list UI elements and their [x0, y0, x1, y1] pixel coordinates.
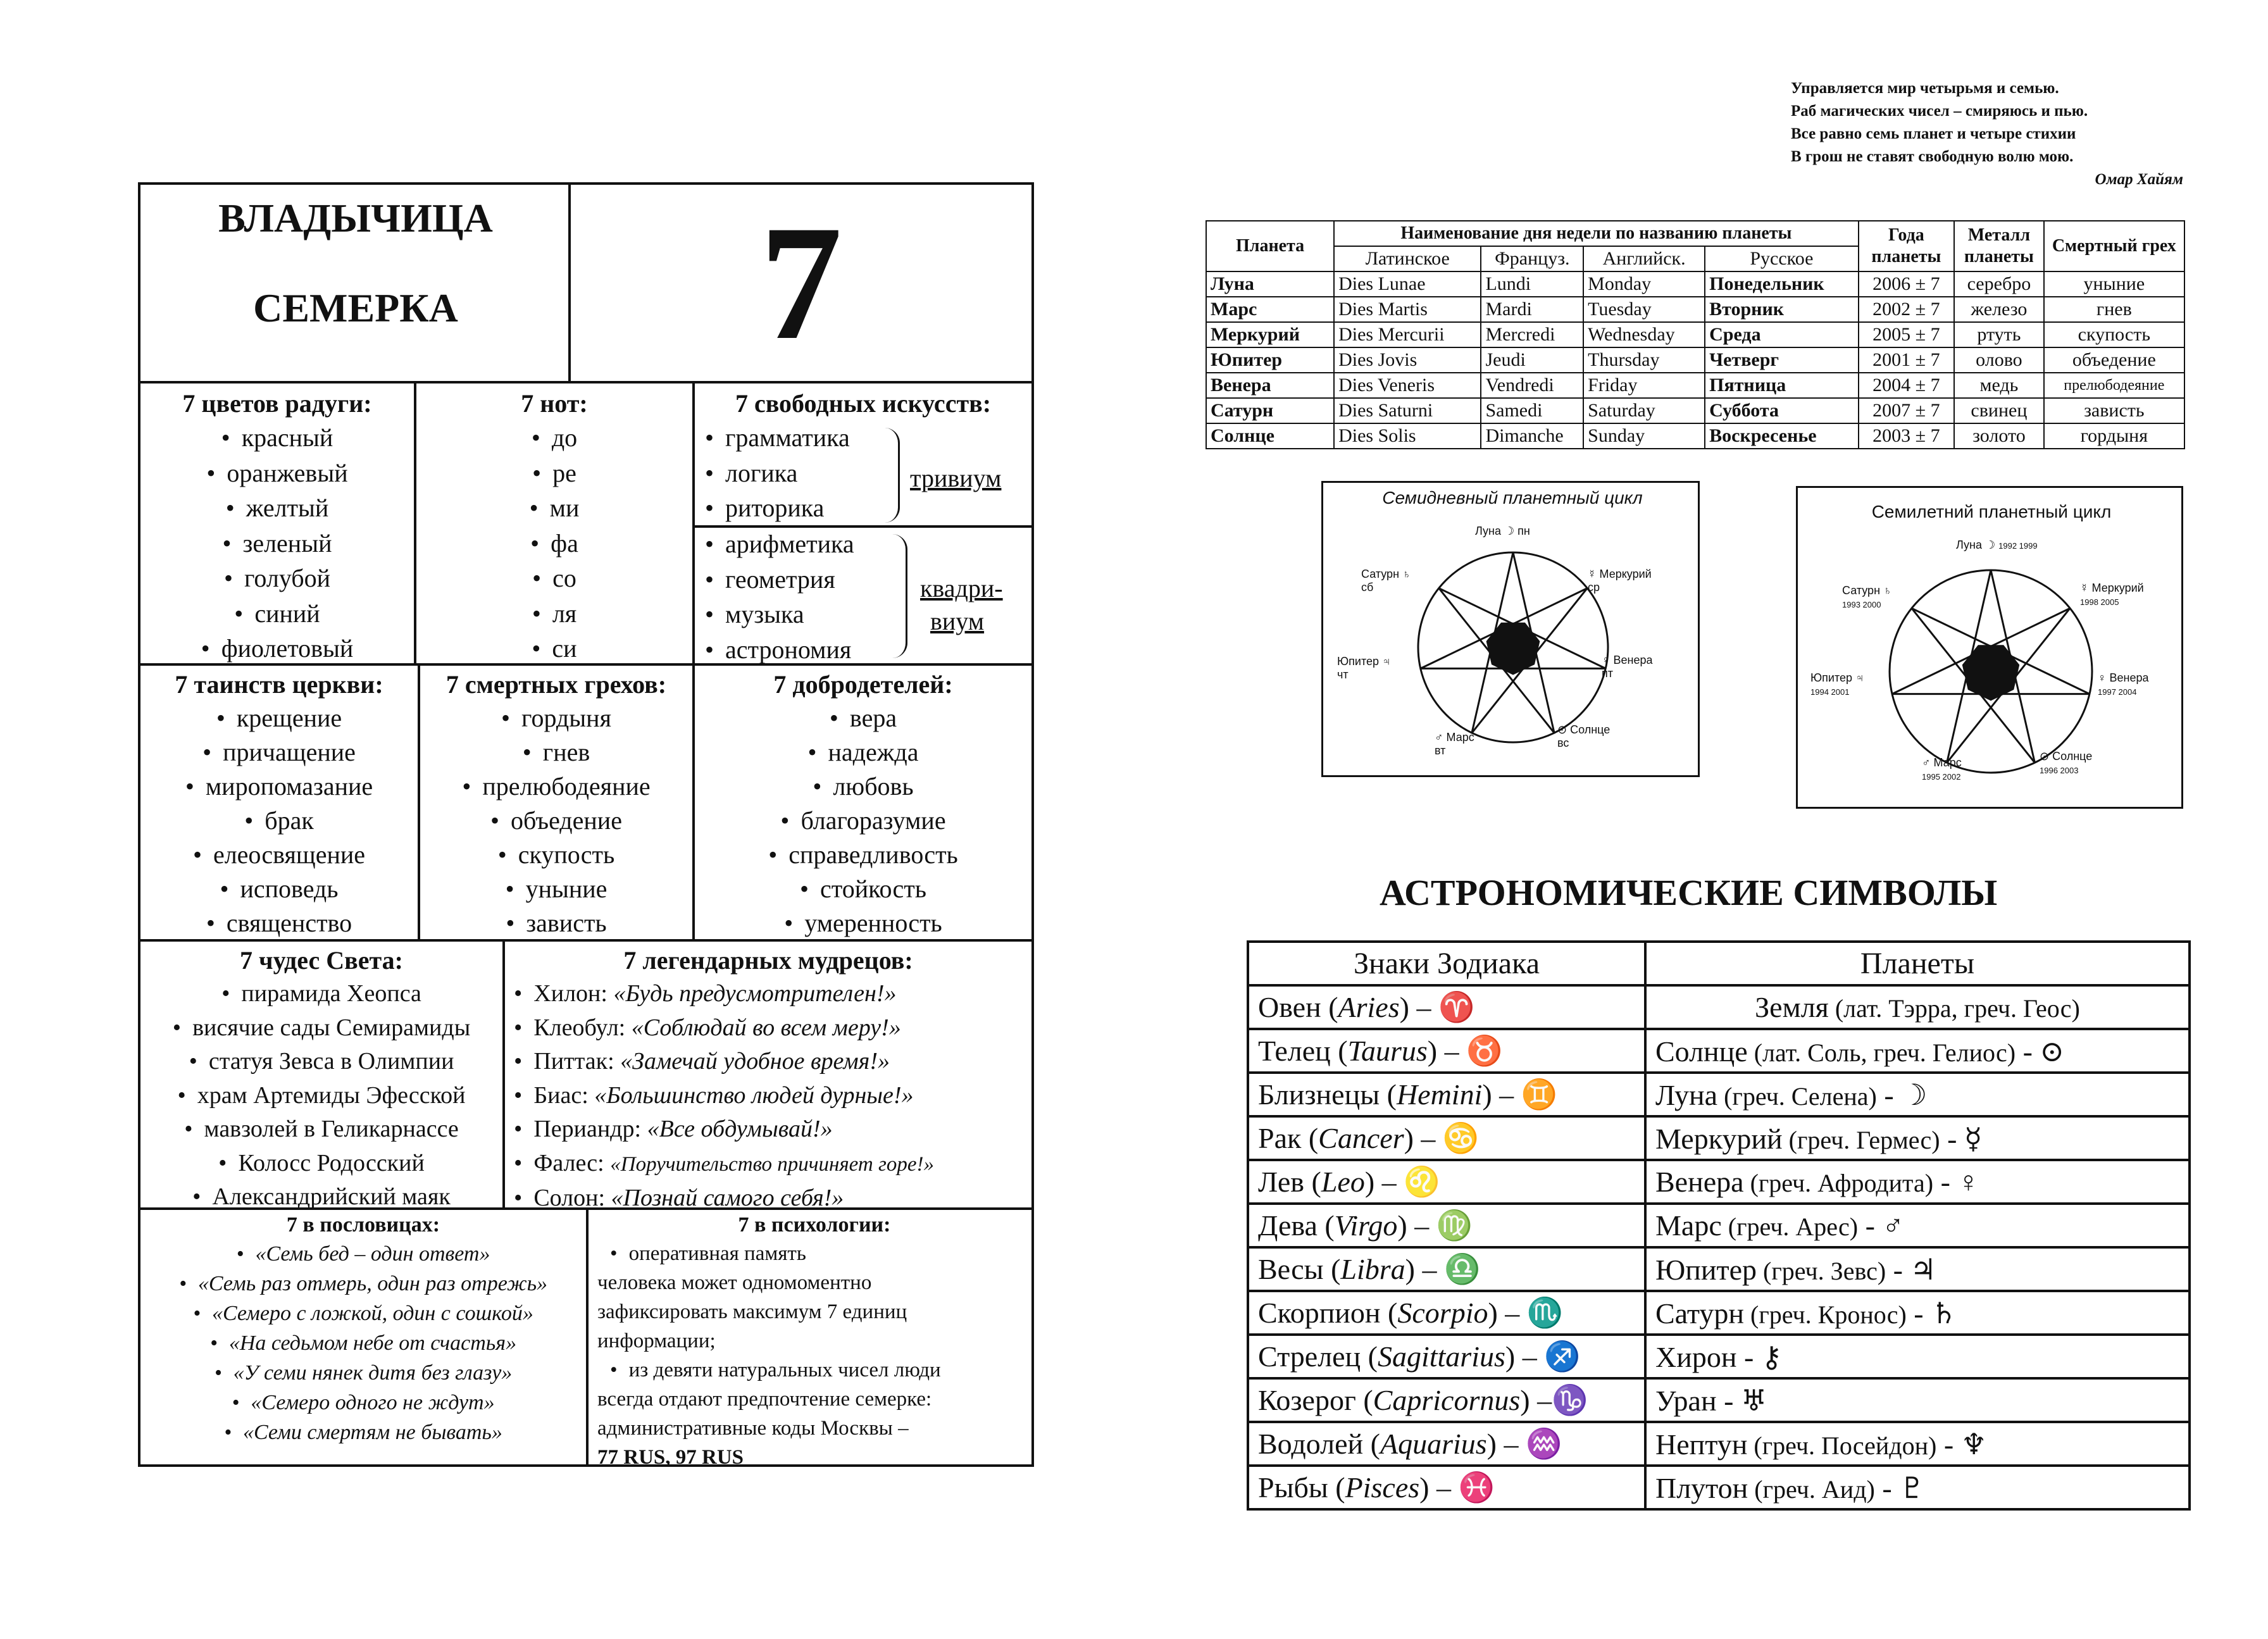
- sages-list: [505, 977, 1031, 1216]
- list-item: • арифметика: [705, 527, 854, 562]
- weekly-label-2: ♀ Венера пт: [1602, 654, 1653, 680]
- list-item: • елеосвящение: [140, 838, 418, 872]
- rainbow-list: [140, 420, 414, 666]
- list-item: • причащение: [140, 735, 418, 770]
- table-row: [1206, 398, 2184, 423]
- poem: [1791, 77, 2196, 191]
- planet-cell: Венера (греч. Афродита) - ♀: [1645, 1160, 2190, 1204]
- list-item: • зеленый: [140, 526, 414, 561]
- list-item: • со: [416, 561, 692, 596]
- list-item: • фа: [416, 526, 692, 561]
- table-row: [1248, 1335, 2190, 1378]
- notes-cell: [416, 383, 695, 663]
- yearly-label-6: Сатурн ♄ 1993 2000: [1842, 584, 1892, 609]
- list-item: • логика: [705, 456, 850, 491]
- zodiac-cell: Овен (Aries) – ♈: [1248, 985, 1645, 1029]
- psychology-title: 7 в психологии:: [738, 1213, 891, 1237]
- header-years: Года планеты: [1859, 221, 1955, 271]
- list-item: • Клеобул: «Соблюдай во всем меру!»: [514, 1011, 1031, 1045]
- sacraments-list: [140, 701, 418, 940]
- header-sin: Смертный грех: [2044, 221, 2184, 271]
- weekly-label-4: ♂ Марс вт: [1435, 731, 1474, 757]
- list-item: • риторика: [705, 490, 850, 526]
- cell: Saturday: [1583, 398, 1705, 423]
- cell: Понедельник: [1705, 271, 1859, 297]
- list-item: • ре: [416, 456, 692, 491]
- zodiac-cell: Скорпион (Scorpio) – ♏: [1248, 1291, 1645, 1335]
- table-row: [1206, 322, 2184, 347]
- row5: [140, 1207, 1031, 1469]
- list-item: • мавзолей в Геликарнассе: [140, 1112, 502, 1147]
- page-title-line1: ВЛАДЫЧИЦА: [218, 196, 493, 240]
- header-english: Английск.: [1583, 246, 1705, 271]
- psychology-p2-line4: 77 RUS, 97 RUS: [597, 1446, 744, 1469]
- header-title-box: [140, 185, 571, 381]
- planet-cell: Меркурий (греч. Гермес) - ☿: [1645, 1116, 2190, 1160]
- list-item: • зависть: [420, 906, 692, 940]
- planet-cell: Юпитер (греч. Зевс) - ♃: [1645, 1247, 2190, 1291]
- cell: Sunday: [1583, 423, 1705, 449]
- cell: Четверг: [1705, 347, 1859, 373]
- zodiac-cell: Телец (Taurus) – ♉: [1248, 1029, 1645, 1073]
- table-row: [1248, 1466, 2190, 1509]
- list-item: • надежда: [695, 735, 1031, 770]
- cell: Венера: [1206, 373, 1334, 398]
- yearly-star: [1798, 488, 2185, 811]
- list-item: • Фалес: «Поручительство причиняет горе!»: [514, 1147, 1031, 1182]
- list-item: • Солон: «Познай самого себя!»: [514, 1181, 1031, 1216]
- table-row: [1206, 271, 2184, 297]
- cell: Dies Jovis: [1334, 347, 1481, 373]
- cell: 2007 ± 7: [1859, 398, 1955, 423]
- table-row: [1248, 1029, 2190, 1073]
- left-page: [138, 182, 1034, 1467]
- header-russian: Русское: [1705, 246, 1859, 271]
- list-item: • «Семеро одного не ждут»: [140, 1388, 586, 1418]
- psychology-p1-line2: человека может одномоментно: [597, 1271, 872, 1294]
- poem-author: Омар Хайям: [2095, 171, 2183, 188]
- list-item: • гордыня: [420, 701, 692, 735]
- list-item: • «У семи нянек дитя без глазу»: [140, 1358, 586, 1388]
- cell: Марс: [1206, 297, 1334, 322]
- zodiac-cell: Водолей (Aquarius) – ♒: [1248, 1422, 1645, 1466]
- cell: Dies Saturni: [1334, 398, 1481, 423]
- yearly-label-4: ♂ Марс 1995 2002: [1922, 756, 1962, 782]
- cell: медь: [1954, 373, 2043, 398]
- weekly-cycle-diagram: [1321, 481, 1700, 777]
- cell: золото: [1954, 423, 2043, 449]
- list-item: • исповедь: [140, 872, 418, 906]
- list-item: • си: [416, 631, 692, 666]
- cell: Vendredi: [1481, 373, 1583, 398]
- zodiac-cell: Козерог (Capricornus) –♑: [1248, 1378, 1645, 1422]
- table-row: [1248, 1160, 2190, 1204]
- yearly-label-0: Луна ☽ 1992 1999: [1956, 539, 2038, 551]
- cell: Воскресенье: [1705, 423, 1859, 449]
- yearly-label-2: ♀ Венера 1997 2004: [2098, 671, 2149, 697]
- cell: ртуть: [1954, 322, 2043, 347]
- cell: Dies Lunae: [1334, 271, 1481, 297]
- planet-cell: Плутон (греч. Аид) - ♇: [1645, 1466, 2190, 1509]
- table-row: [1248, 1422, 2190, 1466]
- psychology-p1-line3: зафиксировать максимум 7 единиц: [597, 1300, 907, 1323]
- row3: [140, 663, 1031, 939]
- trivium-list: [705, 420, 850, 526]
- quadrivium-label-1: квадри-: [920, 574, 1003, 602]
- list-item: • Хилон: «Будь предусмотрителен!»: [514, 977, 1031, 1011]
- zodiac-cell: Лев (Leo) – ♌: [1248, 1160, 1645, 1204]
- cell: 2004 ± 7: [1859, 373, 1955, 398]
- cell: Wednesday: [1583, 322, 1705, 347]
- quadrivium-label-2: виум: [930, 607, 985, 635]
- proverbs-cell: [140, 1210, 589, 1464]
- cell: Сатурн: [1206, 398, 1334, 423]
- list-item: • «Семь раз отмерь, один раз отрежь»: [140, 1269, 586, 1299]
- list-item: • объедение: [420, 804, 692, 838]
- list-item: • уныние: [420, 872, 692, 906]
- cell: гордыня: [2044, 423, 2184, 449]
- cell: Friday: [1583, 373, 1705, 398]
- list-item: • астрономия: [705, 632, 854, 668]
- list-item: • голубой: [140, 561, 414, 596]
- sacraments-cell: [140, 666, 420, 939]
- zodiac-cell: Рак (Cancer) – ♋: [1248, 1116, 1645, 1160]
- list-item: • «Семи смертям не бывать»: [140, 1418, 586, 1447]
- weekly-label-1: ☿ Меркурий ср: [1588, 568, 1652, 594]
- planet-cell: Луна (греч. Селена) - ☽: [1645, 1073, 2190, 1116]
- cell: объедение: [2044, 347, 2184, 373]
- header-latin: Латинское: [1334, 246, 1481, 271]
- sins-list: [420, 701, 692, 940]
- cell: железо: [1954, 297, 2043, 322]
- cell: прелюбодеяние: [2044, 373, 2184, 398]
- list-item: • ми: [416, 490, 692, 526]
- proverbs-title: 7 в пословицах:: [286, 1213, 440, 1237]
- planet-cell: Нептун (греч. Посейдон) - ♆: [1645, 1422, 2190, 1466]
- cell: Lundi: [1481, 271, 1583, 297]
- yearly-cycle-title: Семилетний планетный цикл: [1871, 502, 2112, 521]
- big-seven: 7: [760, 192, 842, 374]
- cell: Mercredi: [1481, 322, 1583, 347]
- list-item: • грамматика: [705, 420, 850, 456]
- arts-title: 7 свободных искусств:: [735, 389, 992, 418]
- cell: гнев: [2044, 297, 2184, 322]
- table-row: [1248, 1291, 2190, 1335]
- planet-cell: Марс (греч. Арес) - ♂: [1645, 1204, 2190, 1247]
- sacraments-title: 7 таинств церкви:: [175, 670, 383, 699]
- list-item: • Биас: «Большинство людей дурные!»: [514, 1079, 1031, 1113]
- poem-line: В грош не ставят свободную волю мою.: [1791, 148, 2074, 165]
- col-zodiac: Знаки Зодиака: [1248, 942, 1645, 985]
- yearly-cycle-diagram: [1796, 486, 2183, 809]
- list-item: • Питтак: «Замечай удобное время!»: [514, 1045, 1031, 1079]
- list-item: • висячие сады Семирамиды: [140, 1011, 502, 1045]
- virtues-title: 7 добродетелей:: [773, 670, 953, 699]
- col-planets: Планеты: [1645, 942, 2190, 985]
- quadrivium-list: [705, 527, 854, 667]
- table-row: [1248, 1073, 2190, 1116]
- header-french: Француз.: [1481, 246, 1583, 271]
- list-item: • пирамида Хеопса: [140, 977, 502, 1011]
- list-item: • до: [416, 420, 692, 456]
- cell: 2005 ± 7: [1859, 322, 1955, 347]
- trivium-label: тривиум: [910, 464, 1002, 492]
- wonders-title: 7 чудес Света:: [240, 946, 403, 975]
- poem-line: Все равно семь планет и четыре стихии: [1791, 125, 2076, 142]
- list-item: • ля: [416, 596, 692, 632]
- list-item: • оранжевый: [140, 456, 414, 491]
- table-row: [1206, 423, 2184, 449]
- cell: 2002 ± 7: [1859, 297, 1955, 322]
- cell: Суббота: [1705, 398, 1859, 423]
- cell: Jeudi: [1481, 347, 1583, 373]
- planet-cell: Хирон - ⚷: [1645, 1335, 2190, 1378]
- psychology-p1-line4: информации;: [597, 1330, 716, 1352]
- planet-cell: Сатурн (греч. Кронос) - ♄: [1645, 1291, 2190, 1335]
- list-item: • Колосс Родосский: [140, 1147, 502, 1181]
- cell: Monday: [1583, 271, 1705, 297]
- list-item: • храм Артемиды Эфесской: [140, 1079, 502, 1113]
- planet-days-table: [1206, 220, 2185, 449]
- cell: 2006 ± 7: [1859, 271, 1955, 297]
- zodiac-cell: Рыбы (Pisces) – ♓: [1248, 1466, 1645, 1509]
- cell: скупость: [2044, 322, 2184, 347]
- list-item: • скупость: [420, 838, 692, 872]
- planet-cell: Земля (лат. Тэрра, греч. Геос): [1645, 985, 2190, 1029]
- quadrivium-brace: [892, 534, 907, 658]
- list-item: • прелюбодеяние: [420, 770, 692, 804]
- weekly-cycle-title: Семидневный планетный цикл: [1382, 488, 1643, 508]
- list-item: • стойкость: [695, 872, 1031, 906]
- list-item: • гнев: [420, 735, 692, 770]
- list-item: • умеренность: [695, 906, 1031, 940]
- table-row: [1248, 1116, 2190, 1160]
- poem-line: Управляется мир четырьмя и семью.: [1791, 80, 2059, 97]
- weekly-label-5: Юпитер ♃ чт: [1337, 655, 1391, 681]
- planet-cell: Уран - ♅: [1645, 1378, 2190, 1422]
- table-row: [1206, 297, 2184, 322]
- table-row: [1206, 347, 2184, 373]
- wonders-cell: [140, 942, 505, 1210]
- weekly-label-0: Луна ☽ пн: [1475, 525, 1530, 537]
- yearly-label-1: ☿ Меркурий 1998 2005: [2080, 582, 2144, 607]
- list-item: • благоразумие: [695, 804, 1031, 838]
- list-item: • Периандр: «Все обдумывай!»: [514, 1112, 1031, 1147]
- table-row: [1248, 1247, 2190, 1291]
- psychology-cell: [589, 1210, 1031, 1469]
- zodiac-cell: Весы (Libra) – ♎: [1248, 1247, 1645, 1291]
- list-item: • музыка: [705, 597, 854, 632]
- weekly-label-3: ⊙ Солнце вс: [1557, 723, 1611, 749]
- list-item: • справедливость: [695, 838, 1031, 872]
- cell: Thursday: [1583, 347, 1705, 373]
- cell: Солнце: [1206, 423, 1334, 449]
- cell: Mardi: [1481, 297, 1583, 322]
- cell: Samedi: [1481, 398, 1583, 423]
- cell: Пятница: [1705, 373, 1859, 398]
- weekly-label-6: Сатурн ♄ сб: [1361, 568, 1411, 594]
- yearly-label-5: Юпитер ♃ 1994 2001: [1810, 671, 1864, 697]
- list-item: • синий: [140, 596, 414, 632]
- notes-title: 7 нот:: [521, 389, 588, 418]
- list-item: • любовь: [695, 770, 1031, 804]
- cell: зависть: [2044, 398, 2184, 423]
- zodiac-cell: Близнецы (Hemini) – ♊: [1248, 1073, 1645, 1116]
- rainbow-cell: [140, 383, 416, 663]
- cell: 2001 ± 7: [1859, 347, 1955, 373]
- list-item: • миропомазание: [140, 770, 418, 804]
- list-item: • «На седьмом небе от счастья»: [140, 1328, 586, 1358]
- zodiac-cell: Дева (Virgo) – ♍: [1248, 1204, 1645, 1247]
- table-row: [1248, 1378, 2190, 1422]
- cell: Юпитер: [1206, 347, 1334, 373]
- trivium-brace: [885, 428, 900, 523]
- row2: [140, 381, 1031, 663]
- cell: Dies Solis: [1334, 423, 1481, 449]
- table-row: [1248, 1204, 2190, 1247]
- cell: свинец: [1954, 398, 2043, 423]
- yearly-label-3: ⊙ Солнце 1996 2003: [2040, 750, 2093, 775]
- list-item: • статуя Зевса в Олимпии: [140, 1045, 502, 1079]
- astro-heading: АСТРОНОМИЧЕСКИЕ СИМВОЛЫ: [1380, 872, 1998, 913]
- cell: Dies Mercurii: [1334, 322, 1481, 347]
- list-item: • фиолетовый: [140, 631, 414, 666]
- psychology-p2-line1: • из девяти натуральных чисел люди: [597, 1355, 1031, 1385]
- page-title-line2: СЕМЕРКА: [253, 285, 458, 330]
- list-item: • «Семеро с ложкой, один с сошкой»: [140, 1299, 586, 1328]
- list-item: • крещение: [140, 701, 418, 735]
- cell: Вторник: [1705, 297, 1859, 322]
- virtues-cell: [695, 666, 1031, 939]
- list-item: • геометрия: [705, 562, 854, 597]
- table-row: [1248, 985, 2190, 1029]
- psychology-p2-line3: административные коды Москвы –: [597, 1417, 909, 1440]
- virtues-list: [695, 701, 1031, 940]
- cell: Луна: [1206, 271, 1334, 297]
- cell: Dies Martis: [1334, 297, 1481, 322]
- header-metal: Металл планеты: [1954, 221, 2043, 271]
- list-item: • «Семь бед – один ответ»: [140, 1239, 586, 1269]
- astro-symbols-table: [1247, 940, 2191, 1511]
- psychology-p2-line2: всегда отдают предпочтение семерке:: [597, 1388, 932, 1411]
- sins-cell: [420, 666, 695, 939]
- poem-line: Раб магических чисел – смиряюсь и пью.: [1791, 103, 2088, 120]
- notes-list: [416, 420, 692, 666]
- cell: олово: [1954, 347, 2043, 373]
- row4: [140, 939, 1031, 1211]
- table-row: [1206, 373, 2184, 398]
- header-dayname: Наименование дня недели по названию планеты: [1334, 221, 1859, 246]
- cell: Tuesday: [1583, 297, 1705, 322]
- cell: Dimanche: [1481, 423, 1583, 449]
- psychology-p1-line1: • оперативная память: [597, 1239, 1031, 1268]
- arts-cell: [695, 383, 1031, 663]
- cell: 2003 ± 7: [1859, 423, 1955, 449]
- wonders-list: [140, 977, 502, 1214]
- cell: Меркурий: [1206, 322, 1334, 347]
- sages-cell: [505, 942, 1031, 1211]
- list-item: • Александрийский маяк: [140, 1180, 502, 1214]
- header-planet: Планета: [1206, 221, 1334, 271]
- zodiac-cell: Стрелец (Sagittarius) – ♐: [1248, 1335, 1645, 1378]
- rainbow-title: 7 цветов радуги:: [182, 389, 372, 418]
- sages-title: 7 легендарных мудрецов:: [623, 946, 913, 975]
- list-item: • священство: [140, 906, 418, 940]
- cell: Dies Veneris: [1334, 373, 1481, 398]
- list-item: • вера: [695, 701, 1031, 735]
- cell: Среда: [1705, 322, 1859, 347]
- list-item: • желтый: [140, 490, 414, 526]
- planet-cell: Солнце (лат. Соль, греч. Гелиос) - ⊙: [1645, 1029, 2190, 1073]
- sins-title: 7 смертных грехов:: [446, 670, 667, 699]
- cell: уныние: [2044, 271, 2184, 297]
- list-item: • брак: [140, 804, 418, 838]
- list-item: • красный: [140, 420, 414, 456]
- cell: серебро: [1954, 271, 2043, 297]
- proverbs-list: [140, 1239, 586, 1447]
